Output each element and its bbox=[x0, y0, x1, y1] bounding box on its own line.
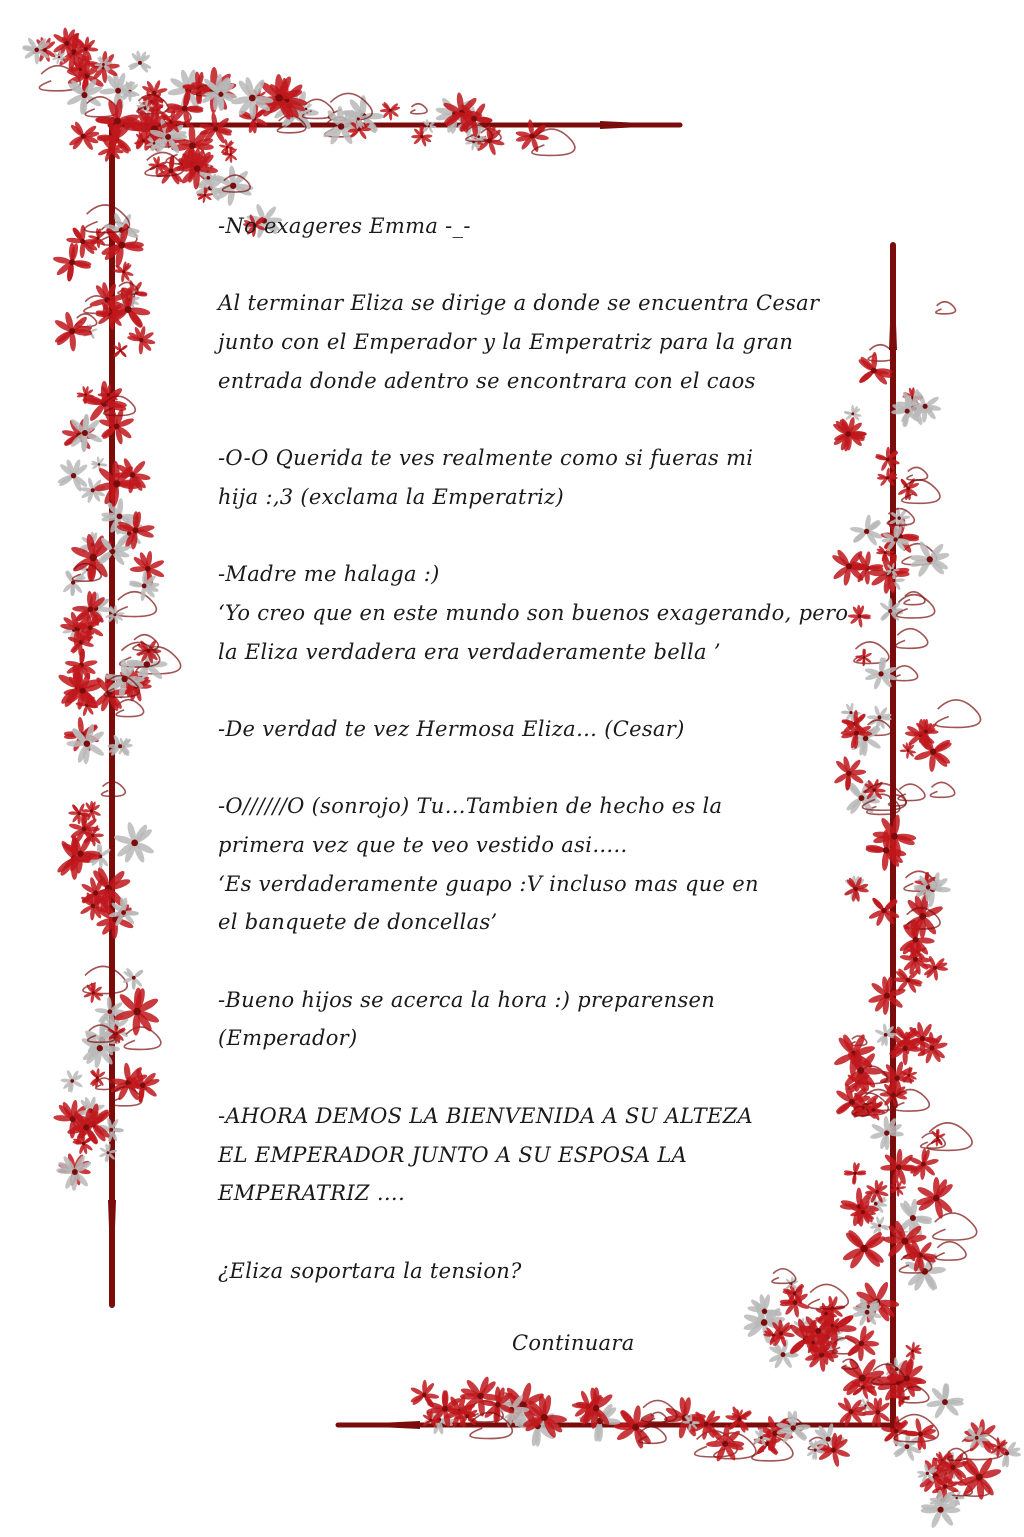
text-line: EMPERATRIZ …. bbox=[218, 1181, 406, 1206]
paragraph bbox=[218, 787, 898, 942]
frame-tip bbox=[600, 121, 680, 129]
flower-center bbox=[926, 1472, 929, 1475]
flower-center bbox=[824, 1312, 828, 1316]
flower-center bbox=[495, 1402, 501, 1408]
flower-center bbox=[218, 92, 223, 97]
flower-center bbox=[118, 242, 125, 249]
flower-center bbox=[81, 92, 87, 98]
flower-center bbox=[926, 885, 931, 890]
flower-center bbox=[737, 1417, 741, 1421]
flower-center bbox=[90, 554, 97, 561]
flower-center bbox=[78, 640, 82, 644]
vine-swirl bbox=[897, 595, 935, 618]
text-line: ¿Eliza soportara la tension? bbox=[218, 1258, 522, 1283]
flower-center bbox=[118, 744, 122, 748]
continuara-label: Continuara bbox=[512, 1331, 635, 1355]
flower-center bbox=[82, 430, 88, 436]
flower-center bbox=[109, 1128, 113, 1132]
flower-center bbox=[593, 1405, 600, 1412]
flower-center bbox=[913, 957, 918, 962]
flower-center bbox=[420, 135, 423, 138]
vine-swirl bbox=[930, 782, 954, 797]
flower-center bbox=[88, 625, 93, 630]
flower-center bbox=[275, 94, 282, 101]
flower-center bbox=[96, 237, 99, 240]
flower-center bbox=[230, 183, 236, 189]
flower-center bbox=[831, 1324, 834, 1327]
flower-center bbox=[169, 168, 174, 173]
frame-tip bbox=[338, 1421, 420, 1429]
flower-center bbox=[811, 1341, 815, 1345]
flower-center bbox=[102, 63, 105, 66]
flower-center bbox=[140, 1083, 145, 1088]
flower-center bbox=[906, 487, 910, 491]
flower-center bbox=[905, 1444, 910, 1449]
flower-center bbox=[72, 1169, 78, 1175]
flower-center bbox=[107, 1009, 112, 1014]
flower-center bbox=[859, 1374, 866, 1381]
flower-center bbox=[955, 1497, 957, 1499]
text-line: -O-O Querida te ves realmente como si fueras mi bbox=[218, 446, 754, 471]
flower-center bbox=[77, 812, 80, 815]
text-line: hija :,3 (exclama la Emperatriz) bbox=[218, 484, 564, 509]
flower-center bbox=[849, 1409, 854, 1414]
flower-center bbox=[779, 1331, 783, 1335]
flower-center bbox=[927, 556, 933, 562]
flower-center bbox=[97, 1045, 103, 1051]
vine-swirl bbox=[907, 467, 928, 480]
flower-center bbox=[84, 740, 90, 746]
flower-center bbox=[793, 1292, 797, 1296]
flower-center bbox=[82, 1142, 85, 1145]
flower-center bbox=[471, 116, 477, 122]
story-text bbox=[218, 207, 898, 1290]
flower-center bbox=[976, 1474, 983, 1481]
flower-center bbox=[145, 566, 151, 572]
flower-center bbox=[389, 109, 392, 112]
flower-center bbox=[121, 910, 126, 915]
flower-center bbox=[793, 1300, 798, 1305]
text-line: -AHORA DEMOS LA BIENVENIDA A SU ALTEZA bbox=[218, 1103, 753, 1128]
flower-center bbox=[58, 56, 60, 58]
flower-center bbox=[865, 1310, 870, 1315]
text-line: la Eliza verdadera era verdaderamente bella ’ bbox=[218, 639, 721, 664]
flower-center bbox=[182, 106, 188, 112]
flower-center bbox=[930, 749, 936, 755]
text-line: -Madre me halaga :) bbox=[218, 562, 440, 587]
flower-center bbox=[924, 730, 928, 734]
flower-center bbox=[897, 516, 900, 519]
flower-center bbox=[919, 913, 926, 920]
flower-center bbox=[91, 488, 95, 492]
flower-center bbox=[125, 306, 132, 313]
flower-center bbox=[139, 338, 143, 342]
flower-center bbox=[690, 1421, 693, 1424]
flower-center bbox=[933, 1195, 940, 1202]
vine-swirl bbox=[894, 1090, 929, 1112]
flower-center bbox=[92, 991, 95, 994]
flower-center bbox=[119, 349, 122, 352]
text-line: entrada donde adentro se encontrara con el caos bbox=[218, 368, 756, 393]
flower-center bbox=[165, 134, 171, 140]
text-line: el banquete de doncellas’ bbox=[218, 910, 498, 935]
flower-center bbox=[83, 1124, 89, 1130]
flower-center bbox=[117, 513, 123, 519]
flower-center bbox=[189, 142, 196, 149]
paragraph bbox=[218, 1252, 898, 1291]
flower-center bbox=[632, 1424, 639, 1431]
flower-center bbox=[541, 1414, 548, 1421]
flower-petal bbox=[690, 1414, 693, 1422]
text-line: -O//////O (sonrojo) Tu…Tambien de hecho es la bbox=[218, 794, 723, 819]
text-line: -No exageres Emma -_- bbox=[218, 214, 471, 238]
flower-center bbox=[69, 328, 75, 334]
flower-center bbox=[943, 1484, 948, 1489]
flower-center bbox=[422, 1393, 427, 1398]
flower-center bbox=[428, 125, 430, 127]
flower-center bbox=[901, 1238, 908, 1245]
flower-center bbox=[814, 1449, 817, 1452]
flower-center bbox=[34, 48, 39, 53]
paragraph bbox=[218, 284, 898, 400]
flower-center bbox=[113, 480, 120, 487]
flower-center bbox=[122, 270, 125, 273]
text-line: EL EMPERADOR JUNTO A SU ESPOSA LA bbox=[218, 1142, 688, 1167]
text-line: Al terminar Eliza se dirige a donde se encuentra Cesar bbox=[218, 291, 820, 316]
flower-center bbox=[923, 404, 928, 409]
flower-center bbox=[997, 1446, 1000, 1449]
flower-center bbox=[93, 890, 98, 895]
flower-center bbox=[781, 1352, 786, 1357]
flower-center bbox=[906, 978, 911, 983]
flower-center bbox=[77, 851, 83, 857]
flower-center bbox=[950, 1465, 955, 1470]
text-line: ‘Yo creo que en este mundo son buenos exagerando, pero bbox=[218, 600, 849, 625]
text-line: primera vez que te veo vestido asi….. bbox=[218, 833, 628, 857]
flower-center bbox=[760, 1436, 763, 1439]
flower-center bbox=[826, 1437, 831, 1442]
flower-center bbox=[791, 1425, 796, 1430]
flower-center bbox=[204, 194, 207, 197]
flower-center bbox=[894, 1429, 899, 1434]
text-line: junto con el Emperador y la Emperatriz para la gran bbox=[218, 330, 794, 355]
flower-center bbox=[107, 393, 110, 396]
flower-center bbox=[910, 1215, 916, 1221]
vine-swirl bbox=[904, 592, 925, 605]
flower-center bbox=[815, 1328, 821, 1334]
flower-center bbox=[71, 473, 76, 478]
flower-center bbox=[918, 1432, 923, 1437]
flower-center bbox=[133, 1008, 141, 1016]
flower-center bbox=[131, 839, 138, 846]
flower-center bbox=[249, 95, 256, 102]
flower-center bbox=[226, 146, 229, 149]
flower-center bbox=[913, 937, 919, 943]
flower-center bbox=[465, 1414, 469, 1418]
flower-center bbox=[905, 409, 910, 414]
flower-center bbox=[907, 1074, 910, 1077]
flower-center bbox=[704, 1422, 709, 1427]
vine-swirl bbox=[124, 1027, 161, 1049]
vine-swirl bbox=[896, 629, 928, 649]
flower-center bbox=[213, 126, 218, 131]
flower-center bbox=[114, 423, 120, 429]
text-line: -Bueno hijos se acerca la hora :) preparensen bbox=[218, 987, 716, 1012]
flower-center bbox=[82, 826, 87, 831]
flower-center bbox=[81, 134, 86, 139]
text-line: -De verdad te vez Hermosa Eliza… (Cesar) bbox=[218, 716, 685, 741]
flower-center bbox=[338, 123, 344, 129]
flower-center bbox=[921, 1162, 926, 1167]
flower-center bbox=[98, 463, 101, 466]
flower-center bbox=[911, 1349, 914, 1352]
flower-center bbox=[133, 527, 139, 533]
flower-center bbox=[975, 1436, 979, 1440]
paragraph bbox=[218, 207, 898, 246]
flower-center bbox=[132, 976, 136, 980]
flower-center bbox=[477, 135, 480, 138]
flower-center bbox=[84, 47, 88, 51]
flower-center bbox=[442, 1406, 448, 1412]
flower-center bbox=[90, 809, 93, 812]
vine-swirl bbox=[532, 129, 575, 155]
flower-center bbox=[305, 108, 307, 110]
flower-center bbox=[929, 1046, 934, 1051]
flower-center bbox=[91, 904, 96, 909]
flower-center bbox=[138, 61, 142, 65]
flower-center bbox=[80, 239, 85, 244]
flower-center bbox=[142, 139, 145, 142]
paragraph bbox=[218, 1097, 898, 1213]
flower-center bbox=[477, 1393, 483, 1399]
vine-swirl bbox=[936, 302, 956, 314]
flower-center bbox=[64, 41, 69, 46]
flower-center bbox=[69, 259, 75, 265]
flower-center bbox=[113, 613, 116, 616]
flower-center bbox=[831, 1447, 836, 1452]
flower-center bbox=[942, 1399, 948, 1405]
flower-center bbox=[70, 1079, 74, 1083]
paragraph bbox=[218, 710, 898, 749]
flower-center bbox=[875, 1410, 880, 1415]
flower-center bbox=[902, 1046, 907, 1051]
paragraph bbox=[218, 981, 898, 1058]
flower-center bbox=[88, 606, 94, 612]
paragraph bbox=[218, 439, 898, 516]
text-line: (Emperador) bbox=[218, 1026, 358, 1051]
flower-center bbox=[106, 1151, 109, 1154]
flower-center bbox=[110, 549, 115, 554]
flower-center bbox=[722, 1441, 728, 1447]
flower-petal bbox=[93, 834, 104, 838]
flower-center bbox=[937, 1507, 943, 1513]
flower-center bbox=[96, 1076, 99, 1079]
vine-swirl bbox=[927, 1123, 972, 1151]
flower-center bbox=[79, 68, 82, 71]
flower-center bbox=[907, 749, 910, 752]
flower-center bbox=[80, 688, 86, 694]
flower-center bbox=[114, 117, 121, 124]
vine-swirl bbox=[411, 104, 427, 114]
flower-center bbox=[115, 88, 121, 94]
vine-swirl bbox=[936, 700, 981, 728]
flower-center bbox=[142, 584, 147, 589]
flower-center bbox=[357, 117, 360, 120]
flower-center bbox=[859, 1341, 865, 1347]
flower-center bbox=[762, 1309, 767, 1314]
flower-center bbox=[933, 966, 937, 970]
flower-center bbox=[229, 153, 232, 156]
vine-swirl bbox=[936, 1242, 966, 1260]
paragraph bbox=[218, 555, 898, 671]
flower-center bbox=[194, 165, 201, 172]
flower-center bbox=[864, 1404, 866, 1406]
text-line: ‘Es verdaderamente guapo :V incluso mas que en bbox=[218, 871, 759, 896]
flower-center bbox=[936, 1136, 939, 1139]
flower-center bbox=[861, 1385, 865, 1389]
